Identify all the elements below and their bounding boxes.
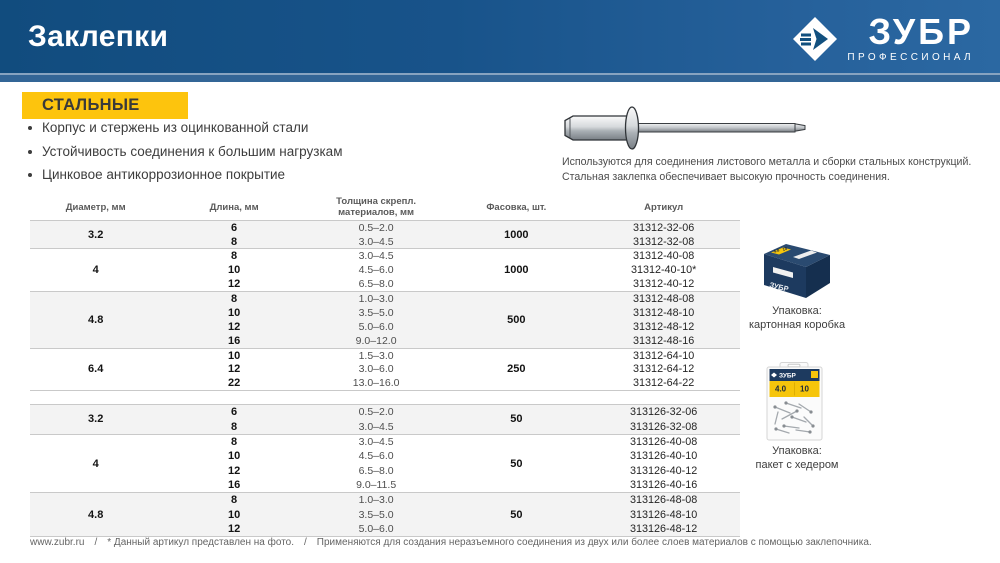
packing-cell: 50	[510, 508, 523, 521]
length-cell: 10	[227, 450, 241, 463]
footer-separator: /	[94, 537, 98, 548]
length-cell: 8	[231, 292, 238, 305]
col-header-sku: Артикул	[644, 201, 684, 213]
length-cell: 12	[227, 523, 241, 536]
page-footer	[30, 537, 990, 548]
feature-item: Корпус и стержень из оцинкованной стали	[26, 119, 342, 137]
footnote-usage: Применяются для создания неразъемного соединения из двух или более слоев материалов с помощью заклепочника.	[316, 537, 872, 548]
thickness-cell: 9.0–11.5	[356, 479, 397, 492]
rivet-group	[30, 348, 740, 391]
col-header-diameter: Диаметр, мм	[65, 201, 126, 213]
product-description	[562, 155, 1000, 184]
thickness-cell: 3.0–4.5	[358, 235, 394, 248]
sku-cell: 31312-48-16	[633, 334, 695, 347]
length-cell: 8	[231, 250, 238, 263]
packing-cell: 500	[507, 313, 526, 326]
length-cell: 22	[227, 377, 241, 390]
length-cell: 8	[231, 235, 238, 248]
sku-cell: 31312-48-12	[633, 320, 695, 333]
brand-text	[847, 11, 974, 63]
sku-cell: 313126-32-08	[630, 420, 698, 433]
packing-cell: 1000	[504, 264, 529, 277]
length-cell: 12	[227, 363, 241, 376]
sku-cell: 313126-48-08	[630, 494, 698, 507]
col-header-packing: Фасовка, шт.	[486, 201, 547, 213]
thickness-cell: 6.5–8.0	[358, 464, 394, 477]
length-cell: 10	[227, 264, 241, 277]
thickness-cell: 6.5–8.0	[358, 278, 394, 291]
footnote-asterisk: * Данный артикул представлен на фото.	[107, 537, 295, 548]
sku-cell: 31312-40-10*	[630, 264, 697, 277]
length-cell: 16	[227, 479, 241, 492]
bullet-icon	[28, 126, 32, 130]
packing-cell: 1000	[504, 228, 529, 241]
spec-table-bulk	[30, 196, 740, 391]
thickness-cell: 3.0–4.5	[358, 250, 394, 263]
rivet-group	[30, 493, 740, 537]
table-row	[30, 249, 740, 263]
brand-logo	[792, 11, 974, 63]
spec-table-retail	[30, 404, 740, 537]
header-band	[0, 0, 1000, 73]
rivet-group	[30, 249, 740, 292]
rivet-group	[30, 434, 740, 493]
thickness-cell: 3.5–5.0	[358, 508, 394, 521]
sku-cell: 31312-40-08	[633, 250, 695, 263]
svg-text:ЗУБР: ЗУБР	[768, 280, 790, 294]
footer-separator: /	[304, 537, 307, 548]
thickness-cell: 9.0–12.0	[355, 334, 397, 347]
category-badge: СТАЛЬНЫЕ	[22, 92, 188, 119]
thickness-cell: 4.5–6.0	[358, 450, 394, 463]
sku-cell: 31312-32-06	[633, 221, 695, 234]
sku-cell: 31312-32-08	[633, 235, 695, 248]
thickness-cell: 1.0–3.0	[358, 494, 394, 507]
table-row	[30, 221, 740, 235]
diameter-cell: 4.8	[88, 313, 104, 326]
package-bag-image	[766, 362, 823, 441]
table-spacer	[30, 391, 740, 404]
diameter-cell: 4	[92, 264, 99, 277]
length-cell: 8	[231, 435, 238, 448]
sku-cell: 313126-48-12	[630, 523, 698, 536]
length-cell: 6	[231, 406, 238, 419]
thickness-cell: 0.5–2.0	[358, 406, 394, 419]
sku-cell: 31312-64-12	[633, 363, 695, 376]
sku-cell: 313126-48-10	[630, 508, 698, 521]
feature-item: Устойчивость соединения к большим нагрузкам	[26, 143, 342, 161]
rivet-group	[30, 405, 740, 434]
diameter-cell: 4	[92, 457, 99, 470]
site-link[interactable]: www.zubr.ru	[30, 537, 85, 548]
table-row	[30, 348, 740, 362]
sku-cell: 31312-48-08	[633, 292, 695, 305]
thickness-cell: 1.0–3.0	[358, 292, 394, 305]
sku-cell: 31312-64-22	[633, 377, 695, 390]
page-title: Заклепки	[28, 19, 169, 53]
svg-text:4.8: 4.8	[772, 247, 780, 254]
svg-text:10: 10	[800, 384, 809, 394]
rivet-product-image	[556, 97, 808, 153]
description-line: Используются для соединения листового металла и сборки стальных конструкций.	[562, 156, 972, 168]
table-row	[30, 405, 740, 420]
thickness-cell: 5.0–6.0	[358, 320, 394, 333]
diameter-cell: 4.8	[88, 508, 104, 521]
thickness-cell: 3.0–4.5	[358, 420, 394, 433]
col-header-length: Длина, мм	[209, 201, 259, 213]
diameter-cell: 3.2	[88, 413, 104, 426]
length-cell: 12	[227, 320, 241, 333]
length-cell: 8	[231, 494, 238, 507]
col-header-thickness: Толщина скрепл. материалов, мм	[336, 196, 417, 218]
feature-item: Цинковое антикоррозионное покрытие	[26, 166, 342, 184]
length-cell: 10	[227, 508, 241, 521]
package-bag-caption: Упаковка: пакет с хедером	[755, 445, 839, 471]
bison-diamond-icon	[792, 16, 838, 62]
length-cell: 6	[231, 221, 238, 234]
thickness-cell: 5.0–6.0	[358, 523, 394, 536]
sku-cell: 313126-40-10	[630, 450, 698, 463]
diameter-cell: 6.4	[88, 363, 104, 376]
brand-tagline: ПРОФЕССИОНАЛ	[847, 52, 974, 63]
packing-cell: 50	[510, 457, 523, 470]
table-row	[30, 291, 740, 305]
rivet-group	[30, 291, 740, 348]
bullet-icon	[28, 173, 32, 177]
thickness-cell: 4.5–6.0	[358, 264, 394, 277]
feature-list	[26, 119, 342, 190]
sku-cell: 313126-40-12	[630, 464, 698, 477]
rivet-group	[30, 221, 740, 249]
length-cell: 10	[227, 349, 241, 362]
svg-text:4.0: 4.0	[775, 384, 787, 394]
length-cell: 12	[227, 464, 241, 477]
brand-name: ЗУБР	[868, 11, 974, 52]
svg-text:ЗУБР: ЗУБР	[779, 372, 796, 380]
length-cell: 16	[227, 334, 241, 347]
header-divider	[0, 73, 1000, 82]
thickness-cell: 13.0–16.0	[352, 377, 400, 390]
length-cell: 10	[227, 306, 241, 319]
length-cell: 8	[231, 420, 238, 433]
sku-cell: 313126-40-16	[630, 479, 698, 492]
thickness-cell: 1.5–3.0	[358, 349, 394, 362]
sku-cell: 31312-64-10	[633, 349, 695, 362]
packing-cell: 250	[507, 363, 526, 376]
spec-tables	[30, 196, 740, 537]
description-line: Стальная заклепка обеспечивает высокую прочность соединения.	[562, 170, 890, 183]
sku-cell: 31312-48-10	[633, 306, 695, 319]
table-header	[30, 196, 740, 221]
thickness-cell: 3.0–6.0	[358, 363, 394, 376]
table-row	[30, 493, 740, 508]
thickness-cell: 3.0–4.5	[358, 435, 394, 448]
length-cell: 12	[227, 278, 241, 291]
svg-text:10: 10	[781, 245, 788, 252]
package-box-image	[760, 240, 834, 302]
sku-cell: 31312-40-12	[633, 278, 695, 291]
thickness-cell: 0.5–2.0	[358, 221, 394, 234]
table-row	[30, 434, 740, 449]
packing-cell: 50	[510, 413, 523, 426]
package-box-caption: Упаковка: картонная коробка	[748, 305, 846, 331]
bullet-icon	[28, 150, 32, 154]
diameter-cell: 3.2	[88, 228, 104, 241]
sku-cell: 313126-40-08	[630, 435, 698, 448]
sku-cell: 313126-32-06	[630, 406, 698, 419]
thickness-cell: 3.5–5.0	[358, 306, 394, 319]
